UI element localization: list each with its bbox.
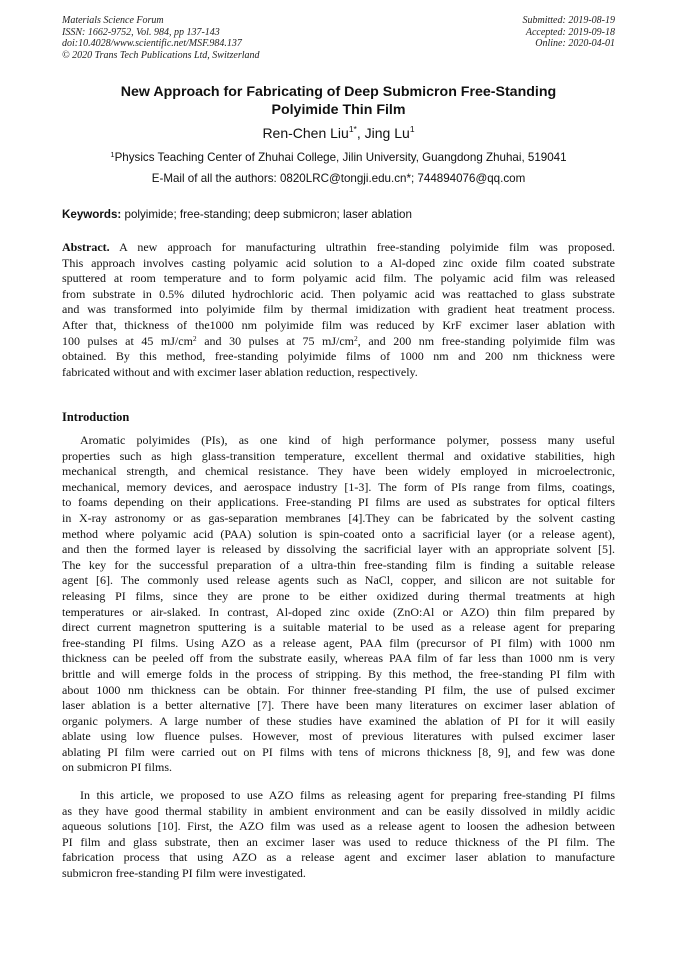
title-line-2: Polyimide Thin Film xyxy=(271,102,406,118)
author-1-affiliation-mark: 1* xyxy=(348,124,357,134)
intro-paragraph-1 xyxy=(62,433,615,776)
affiliation xyxy=(62,151,615,165)
author-1: Ren-Chen Liu xyxy=(262,125,349,141)
paragraph-line: temperatures or air-slaked. In contrast, Al-doped zinc oxide (ZnO:Al or AZO) thin film prepared by xyxy=(62,604,615,619)
paragraph-line: to foams depending on their applications. Free-standing PI films are used as substrates for optical filters xyxy=(62,495,615,510)
paragraph-line: releasing PI films, since they are prone to be either oxidized during thermal treatments at high xyxy=(62,588,615,603)
paragraph-line: and then the formed layer is released by dissolving the sacrificial layer with an appropriate solvent [5]. xyxy=(62,542,615,557)
paragraph-line: laser ablation is a better alternative [7]. There have been many literatures on excimer laser ablation of xyxy=(62,698,615,713)
affiliation-mark: 1 xyxy=(110,150,115,159)
abstract-line: 100 pulses at 45 $mJ/cm^2$ and 30 pulses at 75 $mJ/cm^2$, and 200 nm free-standing polyimide film was xyxy=(62,333,615,348)
paragraph-line: fabrication process that using AZO as a release agent and excimer laser ablation to manufacture xyxy=(62,850,615,865)
abstract-line: This approach involves casting polyamic acid solution to a Al-doped zinc oxide film coated substrate xyxy=(62,255,615,270)
paragraph-line: PI film and glass substrate, then an excimer laser was used to reduce thickness of the PI film. The xyxy=(62,834,615,849)
abstract-label: Abstract. xyxy=(62,240,110,254)
keywords-label: Keywords: xyxy=(62,208,122,221)
doi-line[interactable]: doi:10.4028/www.scientific.net/MSF.984.137 xyxy=(62,38,242,49)
copyright-line: © 2020 Trans Tech Publications Ltd, Switzerland xyxy=(62,49,260,61)
paragraph-line: ablating PI film were carried out on PI films with tens of microns thickness [8, 9], and few was done xyxy=(62,744,615,759)
paragraph-line: thickness can be peeled off from the substrate easily, whereas PAA film of far less than 1000 nm is very xyxy=(62,651,615,666)
paper-title xyxy=(62,83,615,119)
online-date: Online: 2020-04-01 xyxy=(535,38,615,49)
paragraph-line: agent [6]. The commonly used release agents such as NaCl, copper, and silicon are not suitable for xyxy=(62,573,615,588)
abstract-line: sputtered at room temperature and to form polyamic acid film. The polyamic acid film was released xyxy=(62,271,615,286)
paragraph-line: aqueous solutions [10]. First, the AZO film was used as a release agent to loosen the adhesion between xyxy=(62,819,615,834)
paragraph-line: direct current magnetron sputtering is a suitable material to be used as a release agent for preparing xyxy=(62,620,615,635)
abstract-line: from substrate in 0.5% diluted hydrochloric acid. Then polyamic acid was reattached to glass substrate xyxy=(62,286,615,301)
paragraph-line: in X-ray astronomy or as gas-separation membranes [4].They can be fabricated by the solvent casting xyxy=(62,510,615,525)
paragraph-line: organic polymers. A large number of these studies have examined the ablation of PI for it will easily xyxy=(62,713,615,728)
publication-dates xyxy=(523,15,616,50)
section-heading-introduction: Introduction xyxy=(62,410,130,424)
author-list xyxy=(62,124,615,142)
author-2: Jing Lu xyxy=(364,125,410,141)
paragraph-line: on submicron PI films. xyxy=(62,760,172,775)
keywords xyxy=(62,208,615,222)
keywords-text: polyimide; free-standing; deep submicron; laser ablation xyxy=(121,208,412,221)
accepted-date: Accepted: 2019-09-18 xyxy=(525,26,615,38)
paragraph-line: about 1000 nm thickness can be obtain. For thinner free-standing PI film, the use of pulsed excimer xyxy=(62,682,615,697)
superscript: 2 xyxy=(354,333,358,343)
abstract-line: obtained. By this method, free-standing polyimide films of 1000 nm and 200 nm thickness were xyxy=(62,349,615,364)
abstract-line: Abstract. A new approach for manufacturing ultrathin free-standing polyimide film was proposed. xyxy=(62,240,615,254)
paragraph-line: ablate using low fluence pulses. However, most of previous literatures with pulsed excimer laser xyxy=(62,729,615,744)
title-line-1: New Approach for Fabricating of Deep Submicron Free-Standing xyxy=(120,84,557,100)
affiliation-text: Physics Teaching Center of Zhuhai College, Jilin University, Guangdong Zhuhai, 519041 xyxy=(114,151,567,164)
paragraph-line: The key for the successful preparation of a ultra-thin free-standing film is finding a suitable release xyxy=(62,557,615,572)
paragraph-line: properties such as high glass-transition temperature, excellent thermal and oxidative stabilities, high xyxy=(62,448,615,463)
superscript: 2 xyxy=(192,333,197,343)
author-emails[interactable]: E-Mail of all the authors: 0820LRC@tongji.edu.cn*; 744894076@qq.com xyxy=(151,172,526,185)
paragraph-line: as they have good thermal stability in ambient environment and can be easily dissolved in mildly acidic xyxy=(62,803,615,818)
abstract-line: After that, thickness of the1000 nm polyimide film was reduced by KrF excimer laser ablation with xyxy=(62,317,615,332)
paragraph-line: In this article, we proposed to use AZO films as releasing agent for preparing free-standing PI films xyxy=(80,788,615,802)
paragraph-line: brittle and will emerge folds in the process of stripping. By this method, the free-standing PI film with xyxy=(62,666,615,681)
paragraph-line: submicron free-standing PI film were investigated. xyxy=(62,865,306,880)
author-separator: , xyxy=(356,125,365,141)
author-2-affiliation-mark: 1 xyxy=(409,124,415,134)
paragraph-line: method where polyamic acid (PAA) solution is spin-coated onto a sacrificial layer (or a release agent), xyxy=(62,526,615,541)
abstract-line: and was transformed into polyimide film by thermal imidization with gradient heat treatment process. xyxy=(62,302,615,317)
paragraph-line: Aromatic polyimides (PIs), as one kind of high performance polymer, possess many useful xyxy=(80,433,615,447)
abstract-line: fabricated without and with excimer laser ablation reduction, respectively. xyxy=(62,364,418,379)
paragraph-line: mechanical, memory devices, and aerospace industry [1-3]. The form of PIs range from films, coatings, xyxy=(62,479,615,494)
issn-line: ISSN: 1662-9752, Vol. 984, pp 137-143 xyxy=(62,26,220,38)
paragraph-line: free-standing PI films. Using AZO as a release agent, PAA film (precursor of PI film) with 1000 nm xyxy=(62,635,615,650)
journal-info xyxy=(62,15,260,61)
intro-paragraph-2 xyxy=(62,788,615,882)
paragraph-line: mechanical strength, and chemical resistance. They have been widely employed in microelectronic, xyxy=(62,464,615,479)
journal-name: Materials Science Forum xyxy=(62,15,164,26)
submitted-date: Submitted: 2019-08-19 xyxy=(522,15,615,26)
abstract xyxy=(62,240,615,380)
